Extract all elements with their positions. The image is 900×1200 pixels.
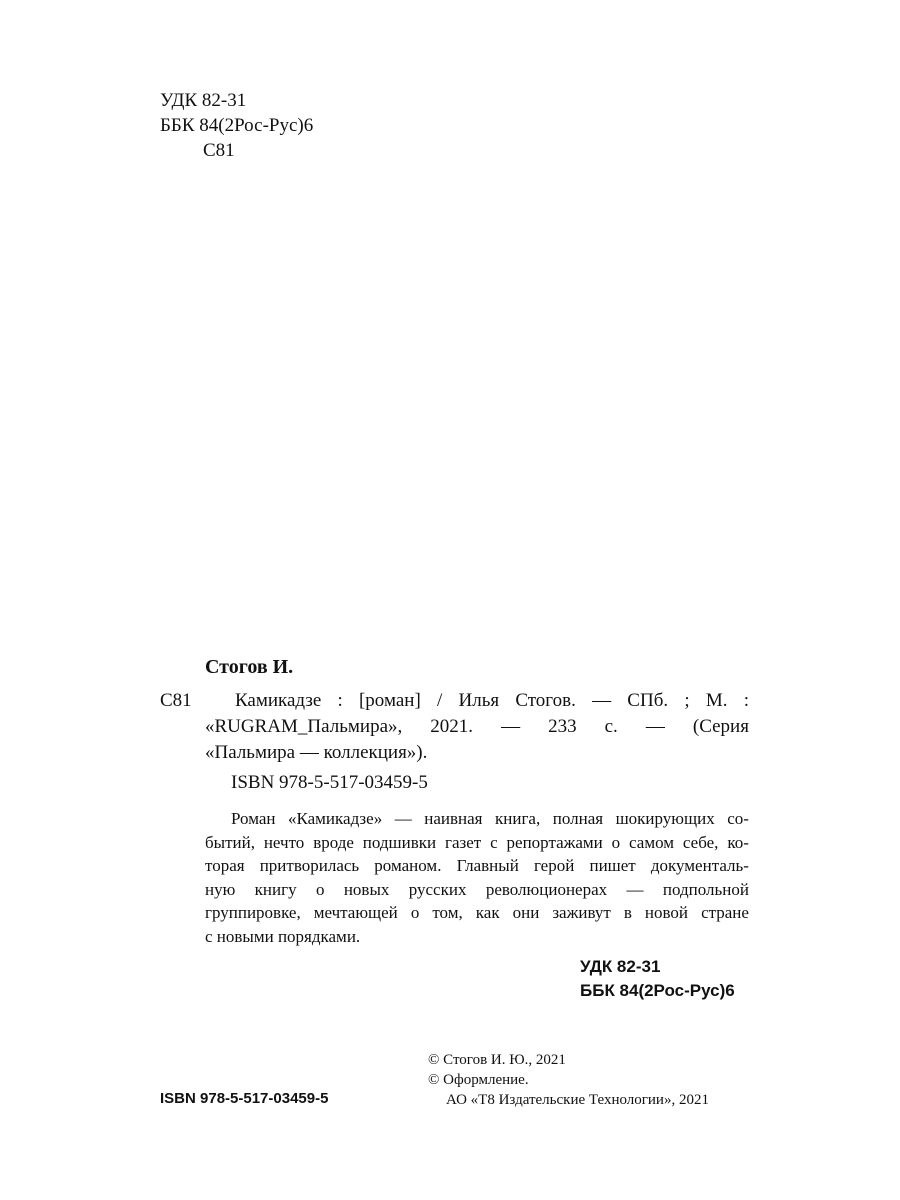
annotation-word: как — [475, 903, 500, 922]
annotation-word: книга, — [494, 809, 541, 828]
annotation-word: себе, — [682, 832, 719, 852]
description-word: / — [437, 690, 443, 711]
description-word: ; — [684, 690, 690, 711]
annotation-word: стране — [701, 903, 749, 922]
annotation-word: заживут — [552, 903, 611, 922]
annotation-word: том, — [432, 903, 463, 922]
top-bbk-code: ББК 84(2Рос-Рус)6 — [160, 115, 314, 136]
annotation-word: полная — [552, 809, 604, 828]
annotation-word: пишет — [589, 856, 636, 875]
annotation-word: бытий, — [205, 832, 255, 852]
bottom-bbk-code: ББК 84(2Рос-Рус)6 — [580, 981, 735, 1000]
annotation-word: о — [410, 903, 420, 922]
description-word: — — [592, 690, 612, 711]
copyright-block — [428, 1050, 709, 1110]
description-word: Камикадзе — [235, 690, 322, 711]
annotation-word: нечто — [263, 832, 305, 852]
description-word: Илья — [458, 690, 500, 711]
description-word: с. — [604, 716, 618, 737]
annotation-word: самом — [629, 832, 675, 852]
bibliographic-description — [205, 688, 749, 766]
annotation-word: репортажами — [506, 832, 603, 852]
annotation-word: — — [626, 879, 644, 899]
annotation-word: ко- — [727, 832, 749, 852]
annotation-word: «Камикадзе» — [288, 809, 383, 828]
annotation-word: притворилась — [259, 856, 360, 875]
catalog-author-mark: С81 — [160, 690, 192, 711]
catalog-isbn: ISBN 978-5-517-03459-5 — [231, 772, 428, 793]
bottom-udk-code: УДК 82-31 — [580, 957, 661, 976]
annotation-line-1 — [205, 807, 749, 831]
catalog-author: Стогов И. — [205, 656, 294, 678]
description-word: 233 — [548, 716, 577, 737]
description-word: : — [337, 690, 343, 711]
annotation-line-3 — [205, 854, 749, 878]
annotation-word: в — [623, 903, 632, 922]
annotation-word: Главный — [456, 856, 519, 875]
annotation-word: вроде — [313, 832, 354, 852]
annotation-word: подшивки — [362, 832, 437, 852]
description-line-3 — [205, 740, 749, 766]
copyright-author: © Стогов И. Ю., 2021 — [428, 1052, 566, 1068]
description-word: СПб. — [627, 690, 669, 711]
annotation-word: подпольной — [662, 879, 749, 899]
bottom-classification-codes — [580, 955, 735, 1003]
annotation-word: Роман — [231, 809, 276, 828]
annotation-word: русских — [408, 879, 467, 899]
description-word: : — [743, 690, 749, 711]
annotation-word: группировке, — [205, 903, 301, 922]
annotation-word: — — [394, 809, 412, 828]
annotation-word: революционерах — [485, 879, 608, 899]
top-udk-code: УДК 82-31 — [160, 90, 247, 111]
description-word: (Серия — [692, 716, 749, 737]
annotation-word: новой — [644, 903, 689, 922]
annotation-word: документаль- — [650, 856, 749, 875]
annotation-word: с — [490, 832, 498, 852]
annotation-word: со- — [727, 809, 749, 828]
annotation-word: новых — [343, 879, 390, 899]
copyright-publisher: АО «Т8 Издательские Технологии», 2021 — [446, 1092, 709, 1108]
annotation-word: ную — [205, 879, 236, 899]
bottom-isbn: ISBN 978-5-517-03459-5 — [160, 1090, 329, 1107]
annotation-word: герой — [533, 856, 575, 875]
description-word: Стогов. — [515, 690, 576, 711]
description-line-1 — [205, 688, 749, 714]
annotation-word: романом. — [374, 856, 442, 875]
description-word: М. — [705, 690, 728, 711]
annotation-word: с новыми порядками. — [205, 926, 361, 946]
annotation-word: о — [611, 832, 621, 852]
top-author-mark: С81 — [203, 140, 235, 161]
description-word: — — [501, 716, 521, 737]
annotation-word: торая — [205, 856, 245, 875]
annotation — [205, 807, 749, 948]
copyright-design: © Оформление. — [428, 1072, 529, 1088]
annotation-line-6 — [205, 925, 749, 949]
annotation-word: газет — [445, 832, 482, 852]
annotation-word: они — [512, 903, 540, 922]
description-word: «RUGRAM_Пальмира», — [205, 716, 403, 737]
description-word: [роман] — [358, 690, 421, 711]
description-word: — — [645, 716, 665, 737]
annotation-line-4 — [205, 878, 749, 902]
annotation-word: шокирующих — [615, 809, 715, 828]
annotation-word: книгу — [254, 879, 297, 899]
annotation-line-2 — [205, 831, 749, 855]
annotation-word: наивная — [424, 809, 483, 828]
description-line-2 — [205, 714, 749, 740]
description-word: «Пальмира — коллекция»). — [205, 742, 428, 763]
annotation-line-5 — [205, 901, 749, 925]
top-classification-codes — [160, 88, 313, 163]
description-word: 2021. — [430, 716, 474, 737]
annotation-word: мечтающей — [313, 903, 398, 922]
annotation-word: о — [315, 879, 325, 899]
